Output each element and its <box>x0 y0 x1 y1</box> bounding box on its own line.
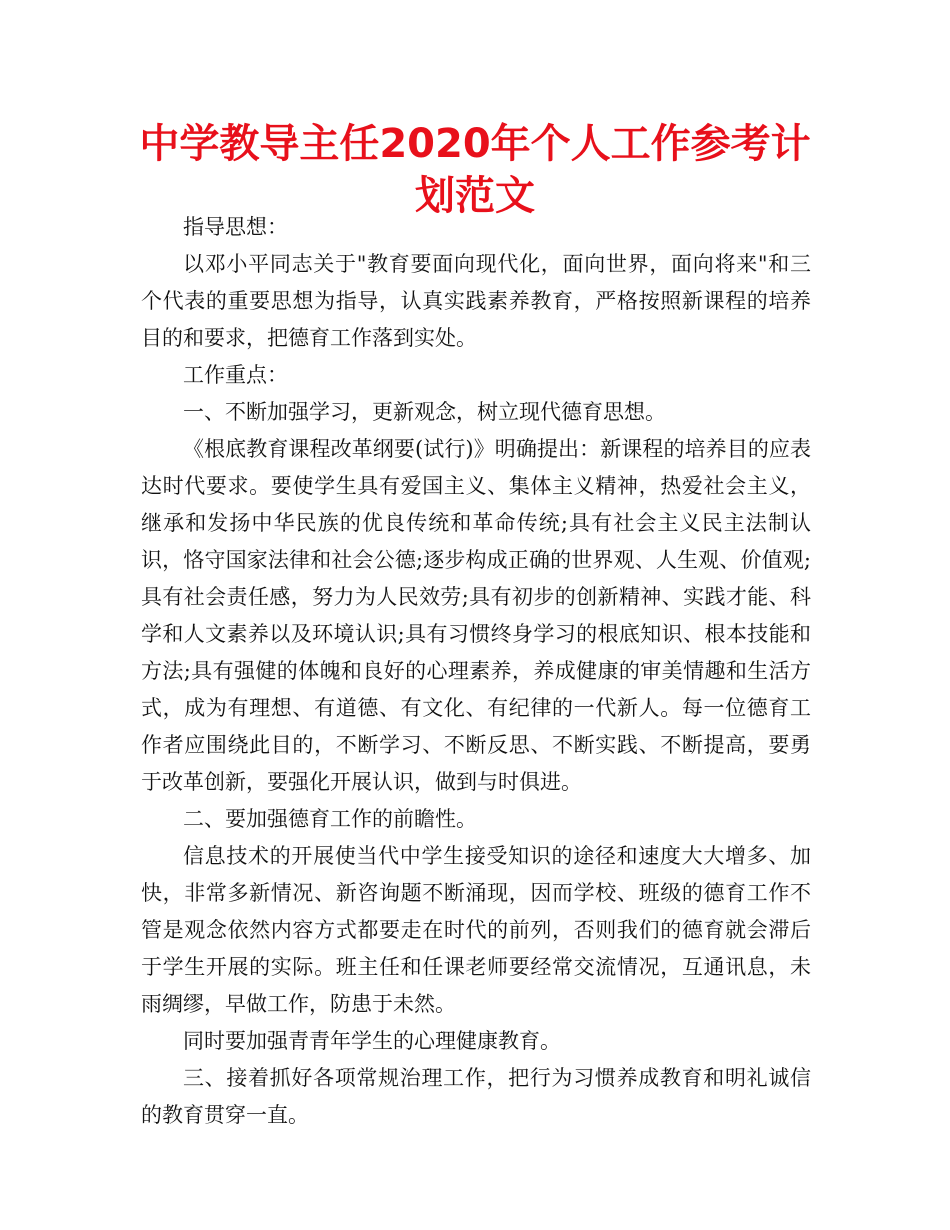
section-heading-2: 二、要加强德育工作的前瞻性。 <box>183 807 477 831</box>
paragraph-section-1: 《根底教育课程改革纲要(试行)》明确提出：新课程的培养目的应表达时代要求。要使学生具有爱国主义、集体主义精神，热爱社会主义，继承和发扬中华民族的优良传统和革命传统;具有社会主义民主法制认识，恪守国家法律和社会公德;逐步构成正确的世界观、人生观、价值观;具有社会责任感，努力为人民效劳;具有初步的创新精神、实践才能、科学和人文素养以及环境认识;具有习惯终身学习的根底知识、根本技能和方法;具有强健的体魄和良好的心理素养，养成健康的审美情趣和生活方式，成为有理想、有道德、有文化、有纪律的一代新人。每一位德育工作者应围绕此目的，不断学习、不断反思、不断实践、不断提高，要勇于改革创新，要强化开展认识，做到与时俱进。 <box>141 437 811 794</box>
document-body <box>141 209 811 1134</box>
paragraph-guiding-thought: 以邓小平同志关于"教育要面向现代化，面向世界，面向将来"和三个代表的重要思想为指导，认真实践素养教育，严格按照新课程的培养目的和要求，把德育工作落到实处。 <box>141 252 811 350</box>
section-heading-3: 三、接着抓好各项常规治理工作，把行为习惯养成教育和明礼诚信的教育贯穿一直。 <box>141 1066 811 1127</box>
heading-work-focus: 工作重点： <box>183 363 288 387</box>
heading-guiding-thought: 指导思想： <box>183 215 288 239</box>
paragraph-mental-health: 同时要加强青青年学生的心理健康教育。 <box>183 1029 561 1053</box>
paragraph-section-2: 信息技术的开展使当代中学生接受知识的途径和速度大大增多、加快，非常多新情况、新咨询题不断涌现，因而学校、班级的德育工作不管是观念依然内容方式都要走在时代的前列，否则我们的德育就会滞后于学生开展的实际。班主任和任课老师要经常交流情况，互通讯息，未雨绸缪，早做工作，防患于未然。 <box>141 844 811 1016</box>
section-heading-1: 一、不断加强学习，更新观念，树立现代德育思想。 <box>183 400 666 424</box>
document-title: 中学教导主任2020年个人工作参考计划范文 <box>139 121 811 219</box>
